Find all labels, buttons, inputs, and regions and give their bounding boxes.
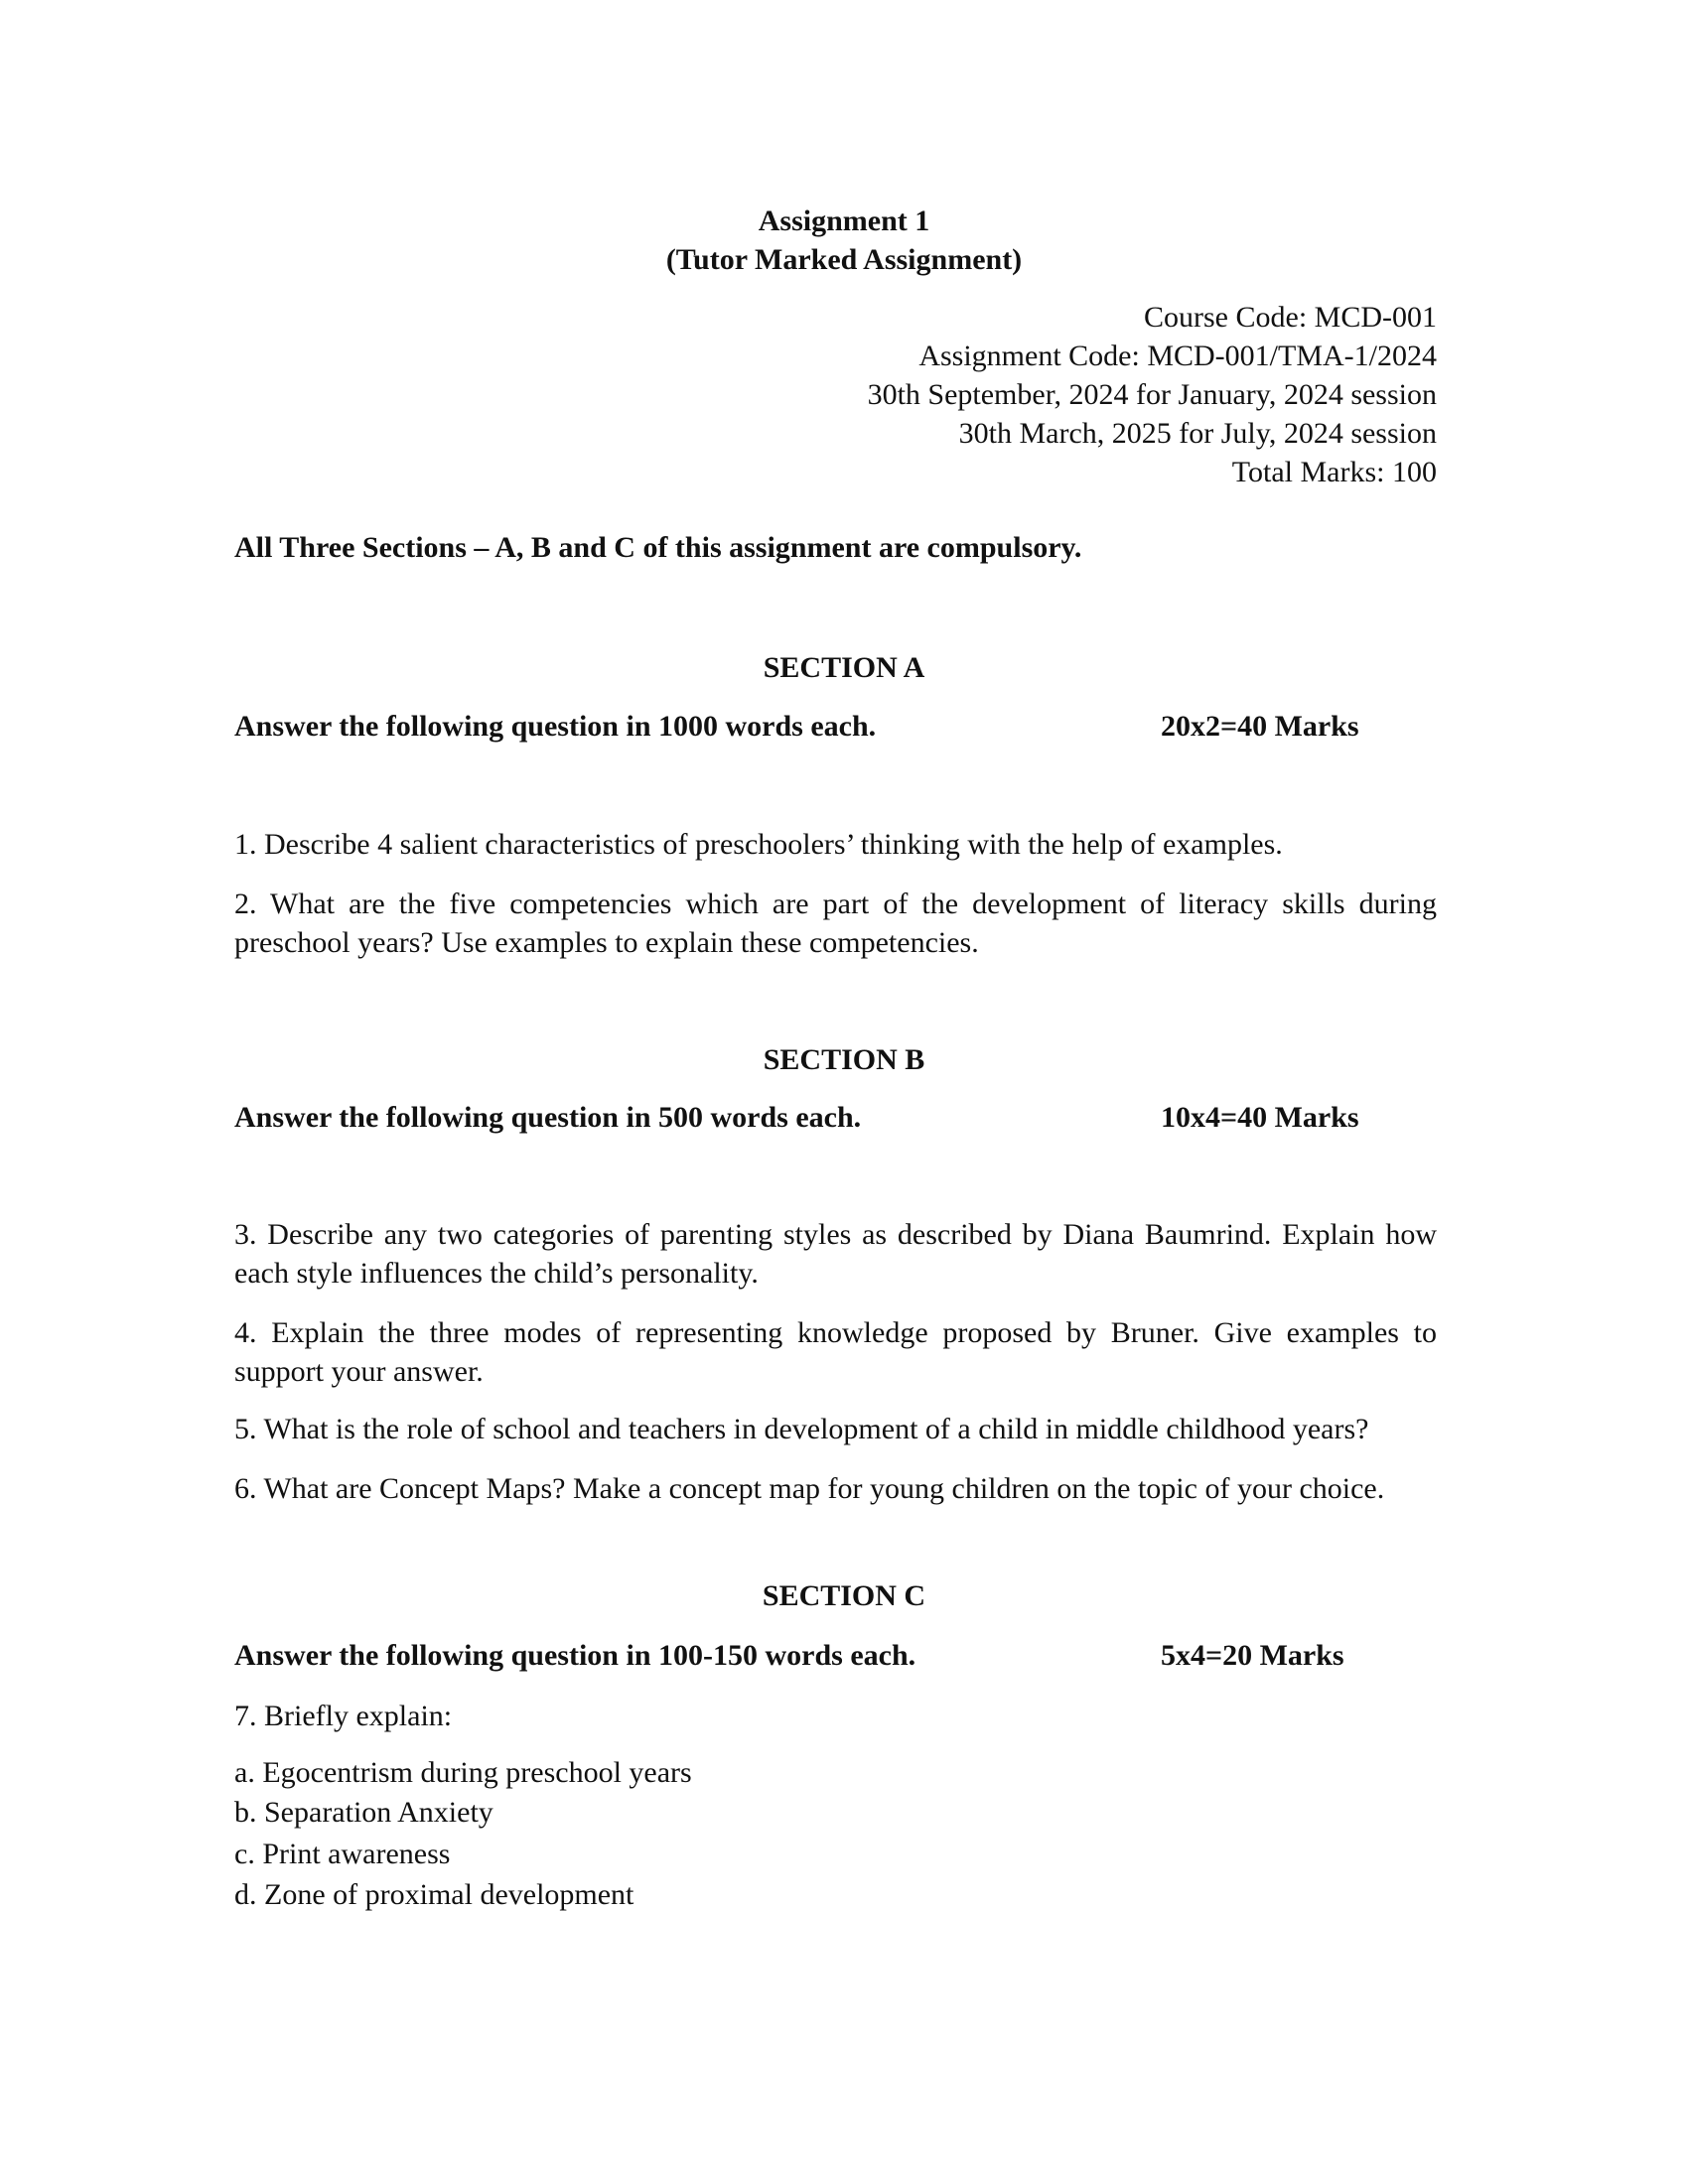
question-4: 4. Explain the three modes of representing knowledge proposed by Bruner. Give examples to support your answer. xyxy=(234,1316,1437,1388)
sub-item-a: a. Egocentrism during preschool years xyxy=(234,1756,692,1789)
section-c-title: SECTION C xyxy=(762,1579,926,1612)
assignment-title: Assignment 1 xyxy=(758,205,930,237)
general-instruction: All Three Sections – A, B and C of this assignment are compulsory. xyxy=(234,531,1082,564)
section-a-title: SECTION A xyxy=(763,651,925,684)
deadline-july: 30th March, 2025 for July, 2024 session xyxy=(958,417,1437,450)
total-marks: Total Marks: 100 xyxy=(1231,456,1437,488)
question-7: 7. Briefly explain: xyxy=(234,1700,453,1732)
section-a-instruction: Answer the following question in 1000 words each. xyxy=(234,710,877,743)
question-6: 6. What are Concept Maps? Make a concept map for young children on the topic of your choice. xyxy=(234,1472,1385,1505)
section-a-marks: 20x2=40 Marks xyxy=(1161,710,1359,743)
section-c-marks: 5x4=20 Marks xyxy=(1161,1639,1344,1672)
section-b-marks: 10x4=40 Marks xyxy=(1161,1101,1359,1134)
section-b-title: SECTION B xyxy=(763,1043,925,1076)
question-3: 3. Describe any two categories of parenting styles as described by Diana Baumrind. Explain how each style influences the child’s personality. xyxy=(234,1218,1437,1290)
sub-item-d: d. Zone of proximal development xyxy=(234,1878,634,1911)
course-code: Course Code: MCD-001 xyxy=(1144,301,1437,334)
section-c-instruction: Answer the following question in 100-150 words each. xyxy=(234,1639,916,1672)
question-1: 1. Describe 4 salient characteristics of preschoolers’ thinking with the help of examples. xyxy=(234,828,1283,861)
assignment-code: Assignment Code: MCD-001/TMA-1/2024 xyxy=(918,340,1437,372)
assignment-subtitle: (Tutor Marked Assignment) xyxy=(665,243,1023,276)
deadline-january: 30th September, 2024 for January, 2024 session xyxy=(867,378,1437,411)
sub-item-c: c. Print awareness xyxy=(234,1838,451,1870)
question-5: 5. What is the role of school and teachers in development of a child in middle childhood years? xyxy=(234,1413,1369,1445)
sub-item-b: b. Separation Anxiety xyxy=(234,1796,493,1829)
question-2: 2. What are the five competencies which are part of the development of literacy skills during preschool years? Use examples to explain these competencies. xyxy=(234,887,1437,959)
section-b-instruction: Answer the following question in 500 words each. xyxy=(234,1101,862,1134)
